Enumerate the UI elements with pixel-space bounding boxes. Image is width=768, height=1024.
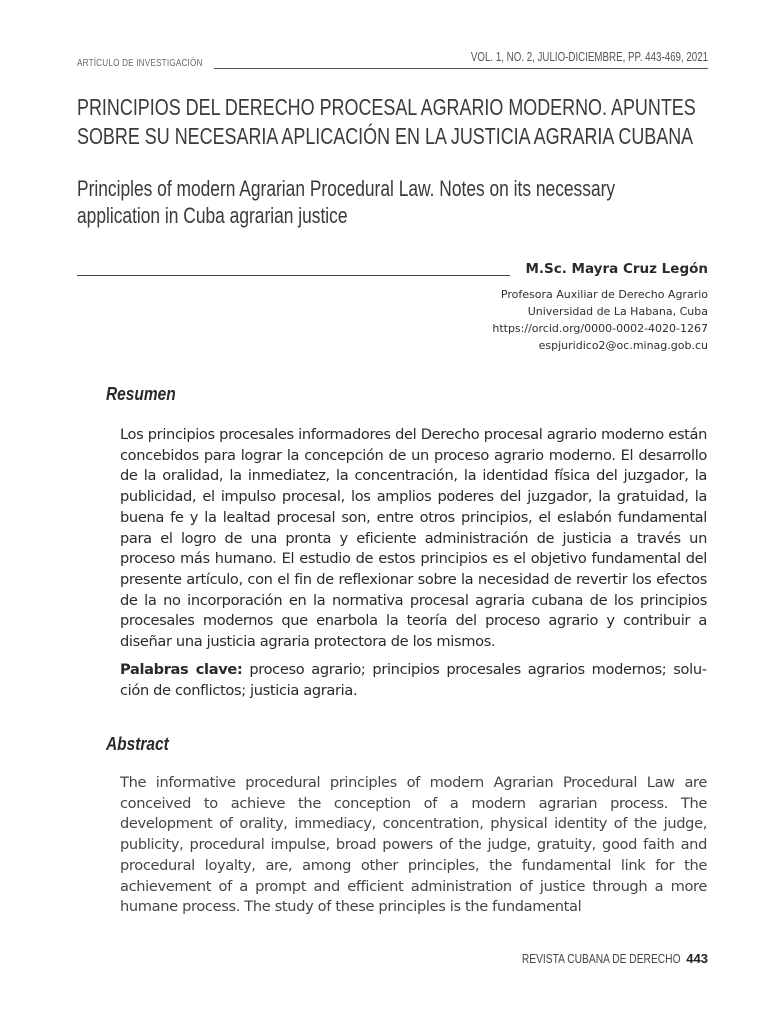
author-orcid-link[interactable]: https://orcid.org/0000-0002-4020-1267 <box>492 322 708 335</box>
author-rule <box>77 275 510 276</box>
page-number: 443 <box>686 951 708 966</box>
keywords-label: Palabras clave: <box>120 661 243 678</box>
resumen-heading: Resumen <box>106 384 176 404</box>
keywords-values: proceso agrario; principios procesales agrarios modernos; solución de conflictos; justicia agraria. <box>120 661 707 699</box>
author-email-link[interactable]: espjuridico2@oc.minag.gob.cu <box>538 339 708 352</box>
english-title <box>77 175 725 229</box>
spanish-title <box>77 93 701 151</box>
header-rule <box>214 68 708 69</box>
spanish-title-line-1: PRINCIPIOS DEL DERECHO PROCESAL AGRARIO MODERNO. APUNTES <box>77 94 696 120</box>
page-footer <box>487 951 708 966</box>
volume-info: VOL. 1, NO. 2, JULIO-DICIEMBRE, PP. 443-469, 2021 <box>470 50 708 64</box>
resumen-text: Los principios procesales informadores del Derecho procesal agrario moderno están concebidos para lograr la concepción de un proceso agrario moderno. El desarrollo de la oralidad, la inmediatez, la concentración, la identidad física del juzgador, la publicidad, el impulso procesal, los amplios poderes del juzgador, la gratuidad, la buena fe y la lealtad procesal son, entre otros principios, el eslabón fundamental para el logro de una pronta y eficiente administración de justicia a través un proceso más humano. El estudio de estos principios es el objetivo fundamental del presente artículo, con el fin de reflexionar sobre la necesidad de revertir los efectos de la no incorporación en la normativa procesal agraria cubana de los principios procesales modernos que enarbola la teoría del proceso agrario y contribuir a diseñar una justicia agraria protectora de los mismos. <box>120 426 707 651</box>
abstract-text: The informative procedural principles of modern Agrarian Procedural Law are conceived to achieve the conception of a modern agrarian process. The development of orality, immediacy, concentration, physical identity of the judge, publicity, procedural impulse, broad powers of the judge, gratuity, good faith and procedural loyalty, are, among other principles, the fundamental link for the achievement of a prompt and efficient administration of justice through a more humane process. The study of these principles is the fundamental <box>120 774 707 916</box>
author-institution: Universidad de La Habana, Cuba <box>527 305 708 318</box>
english-title-line-1: Principles of modern Agrarian Procedural Law. Notes on its necessary <box>77 176 616 201</box>
abstract-heading: Abstract <box>106 734 169 754</box>
author-affiliation <box>492 286 708 354</box>
footer-journal-name: REVISTA CUBANA DE DERECHO <box>522 952 681 966</box>
author-name: M.Sc. Mayra Cruz Legón <box>525 261 708 277</box>
keywords <box>120 660 707 701</box>
section-label: ARTÍCULO DE INVESTIGACIÓN <box>77 58 203 69</box>
author-position: Profesora Auxiliar de Derecho Agrario <box>500 288 708 301</box>
spanish-title-line-2: SOBRE SU NECESARIA APLICACIÓN EN LA JUSTICIA AGRARIA CUBANA <box>77 123 694 149</box>
english-title-line-2: application in Cuba agrarian justice <box>77 203 348 228</box>
